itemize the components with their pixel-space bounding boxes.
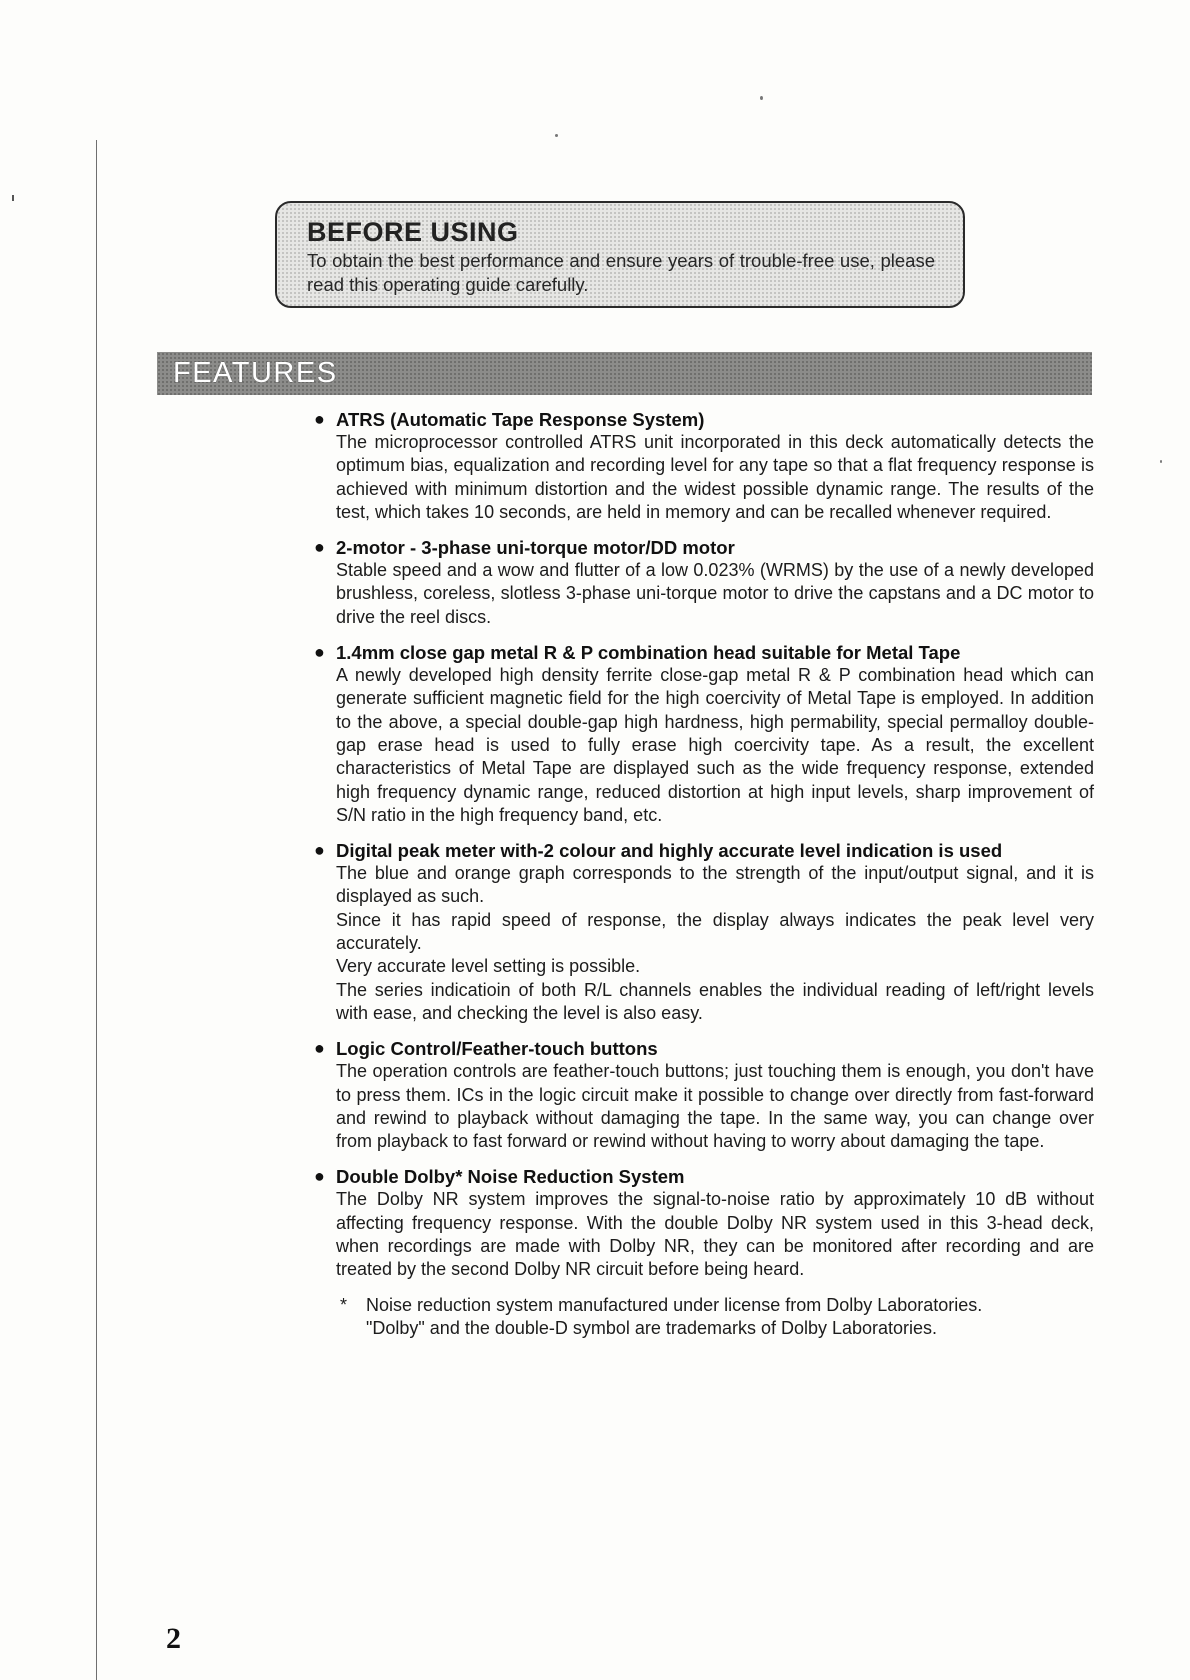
feature-title: ATRS (Automatic Tape Response System) [336, 409, 705, 430]
before-using-text: To obtain the best performance and ensure years of trouble-free use, please read this operating guide carefully. [307, 250, 935, 295]
feature-item [314, 1037, 1094, 1153]
feature-item [314, 839, 1094, 1025]
bullet-icon: ● [314, 537, 325, 558]
before-using-box [275, 201, 965, 308]
feature-item [314, 641, 1094, 827]
feature-description: The operation controls are feather-touch buttons; just touching them is enough, you don't have to press them. ICs in the logic circuit make it possible to change over directly from fast-forward and rewind to playback without damaging the tape. In the same way, you can change over from playback to fast forward or rewind without having to worry about damaging the tape. [336, 1061, 1094, 1152]
feature-title: Logic Control/Feather-touch buttons [336, 1038, 658, 1060]
feature-description: Very accurate level setting is possible. [336, 956, 641, 977]
feature-title: 1.4mm close gap metal R & P combination head suitable for Metal Tape [336, 642, 961, 664]
bullet-icon: ● [314, 1166, 325, 1187]
feature-item [314, 408, 1094, 524]
bullet-icon: ● [314, 1038, 325, 1059]
features-list [314, 408, 1094, 1340]
features-heading-bar [157, 352, 1092, 395]
footnote [336, 1294, 1094, 1340]
footnote-line: "Dolby" and the double-D symbol are trademarks of Dolby Laboratories. [366, 1317, 938, 1338]
feature-description: Since it has rapid speed of response, the display always indicates the peak level very accurately. [336, 909, 1094, 954]
footnote-line: Noise reduction system manufactured under license from Dolby Laboratories. [366, 1294, 983, 1315]
scan-speck [555, 134, 558, 137]
before-using-title: BEFORE USING [307, 217, 519, 247]
feature-title: Digital peak meter with-2 colour and highly accurate level indication is used [336, 840, 1003, 862]
feature-description: A newly developed high density ferrite close-gap metal R & P combination head which can generate sufficient magnetic field for the high coercivity of Metal Tape is employed. In addition to the above, a special double-gap high hardness, high permability, special permalloy double-gap erase head is used to fully erase high coercivity tape. As a result, the excellent characteristics of Metal Tape are displayed such as the wide frequency response, extended high frequency dynamic range, reduced distortion at high input levels, sharp improvement of S/N ratio in the high frequency band, etc. [336, 665, 1094, 825]
page-number: 2 [166, 1622, 181, 1655]
scan-speck [760, 96, 763, 100]
feature-description: The microprocessor controlled ATRS unit incorporated in this deck automatically detects the optimum bias, equalization and recording level for any tape so that a flat frequency response is achieved with minimum distortion and the widest possible dynamic range. The results of the test, which takes 10 seconds, are held in memory and can be recalled whenever required. [336, 432, 1094, 522]
feature-description: Stable speed and a wow and flutter of a low 0.023% (WRMS) by the use of a newly developed brushless, coreless, slotless 3-phase uni-torque motor to drive the capstans and a DC motor to drive the reel discs. [336, 560, 1094, 627]
feature-description: The Dolby NR system improves the signal-to-noise ratio by approximately 10 dB without affecting frequency response. With the double Dolby NR system used in this 3-head deck, when recordings are made with Dolby NR, they can be monitored after recording and are treated by the second Dolby NR circuit before being heard. [336, 1189, 1094, 1280]
feature-title: 2-motor - 3-phase uni-torque motor/DD motor [336, 537, 735, 559]
scan-mark [12, 195, 14, 201]
feature-title: Double Dolby* Noise Reduction System [336, 1166, 685, 1188]
feature-item [314, 1165, 1094, 1281]
bullet-icon: ● [314, 409, 325, 429]
feature-item [314, 536, 1094, 629]
footnote-marker: * [340, 1294, 348, 1315]
bullet-icon: ● [314, 840, 325, 861]
scan-speck [1160, 460, 1162, 463]
page-binding-line [96, 140, 97, 1680]
feature-description: The series indicatioin of both R/L channels enables the individual reading of left/right levels with ease, and checking the level is also easy. [336, 979, 1094, 1023]
features-heading: FEATURES [173, 357, 338, 389]
bullet-icon: ● [314, 642, 325, 663]
feature-description: The blue and orange graph corresponds to the strength of the input/output signal, and it is displayed as such. [336, 863, 1094, 907]
